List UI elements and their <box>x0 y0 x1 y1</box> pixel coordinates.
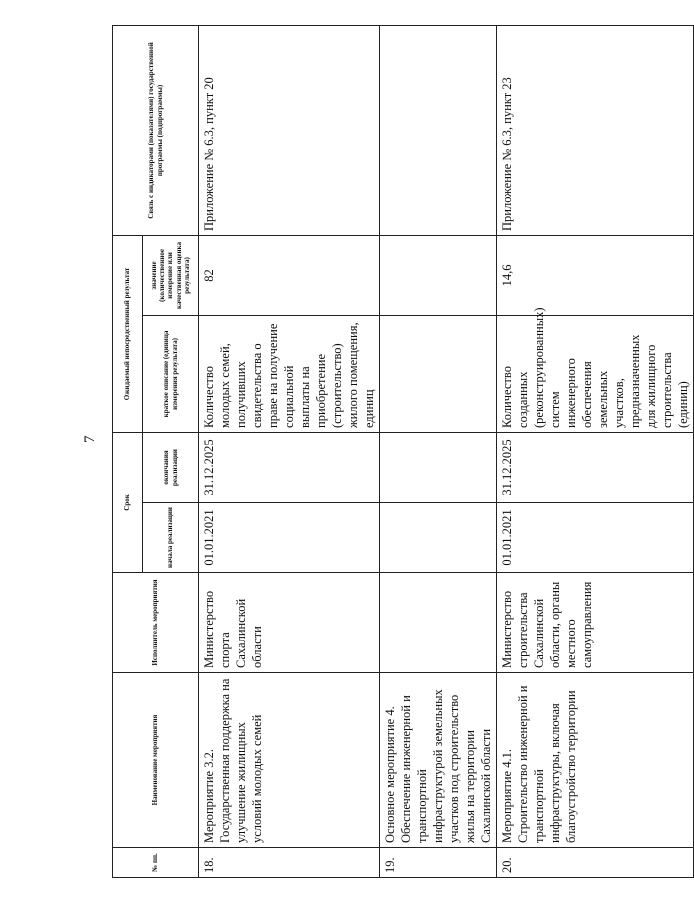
row-value: 82 <box>199 235 380 315</box>
rotated-page-frame <box>112 26 690 878</box>
row-num: 18. <box>199 848 380 878</box>
page-number: 7 <box>82 435 98 443</box>
row-end: 31.12.2025 <box>497 432 694 502</box>
header-term: Срок <box>113 432 143 572</box>
table-row <box>199 25 380 877</box>
row-num: 19. <box>380 848 497 878</box>
row-desc: Количество молодых семей, получивших свидетельства о праве на получение социальной выплаты на приобретение (строительство) жилого помещения, единиц <box>199 315 380 432</box>
row-desc <box>380 315 497 432</box>
row-link: Приложение № 6.3, пункт 23 <box>497 25 694 235</box>
row-end <box>380 432 497 502</box>
row-link <box>380 25 497 235</box>
header-row <box>113 25 143 877</box>
row-link: Приложение № 6.3, пункт 20 <box>199 25 380 235</box>
row-executor <box>380 573 497 673</box>
row-value <box>380 235 497 315</box>
table-row <box>497 25 694 877</box>
header-term-end: окончания реализации <box>143 432 199 502</box>
row-name: Мероприятие 3.2. Государственная поддержка на улучшение жилищных условий молодых семей <box>199 673 380 848</box>
row-executor: Министерство спорта Сахалинской области <box>199 573 380 673</box>
row-start: 01.01.2021 <box>497 503 694 573</box>
row-start: 01.01.2021 <box>199 503 380 573</box>
table-row <box>380 25 497 877</box>
row-executor: Министерство строительства Сахалинской области, органы местного самоуправления <box>497 573 694 673</box>
row-end: 31.12.2025 <box>199 432 380 502</box>
row-value: 14,6 <box>497 235 694 315</box>
row-num: 20. <box>497 848 694 878</box>
header-link: Связь с индикаторами (показателями) государственной программы (подпрограммы) <box>113 25 199 235</box>
header-term-start: начала реализации <box>143 503 199 573</box>
header-result-desc: краткое описание (единица измерения результата) <box>143 315 199 432</box>
program-activities-table <box>112 25 694 878</box>
header-name: Наименование мероприятия <box>113 673 199 848</box>
row-start <box>380 503 497 573</box>
row-name: Основное мероприятие 4. Обеспечение инженерной и транспортной инфраструктурой земельных участков под строительство жилья на территории Сахалинской области <box>380 673 497 848</box>
header-result: Ожидаемый непосредственный результат <box>113 235 143 432</box>
header-result-value: значение (количественное измерение или качественная оценка результата) <box>143 235 199 315</box>
row-desc: Количество созданных (реконструированных) систем инженерного обеспечения земельных участков, предназначенных для жилищного строительства (единиц) <box>497 315 694 432</box>
header-executor: Исполнитель мероприятия <box>113 573 199 673</box>
row-name: Мероприятие 4.1. Строительство инженерной и транспортной инфраструктуры, включая благоустройство территории <box>497 673 694 848</box>
header-num: № пп. <box>113 848 199 878</box>
